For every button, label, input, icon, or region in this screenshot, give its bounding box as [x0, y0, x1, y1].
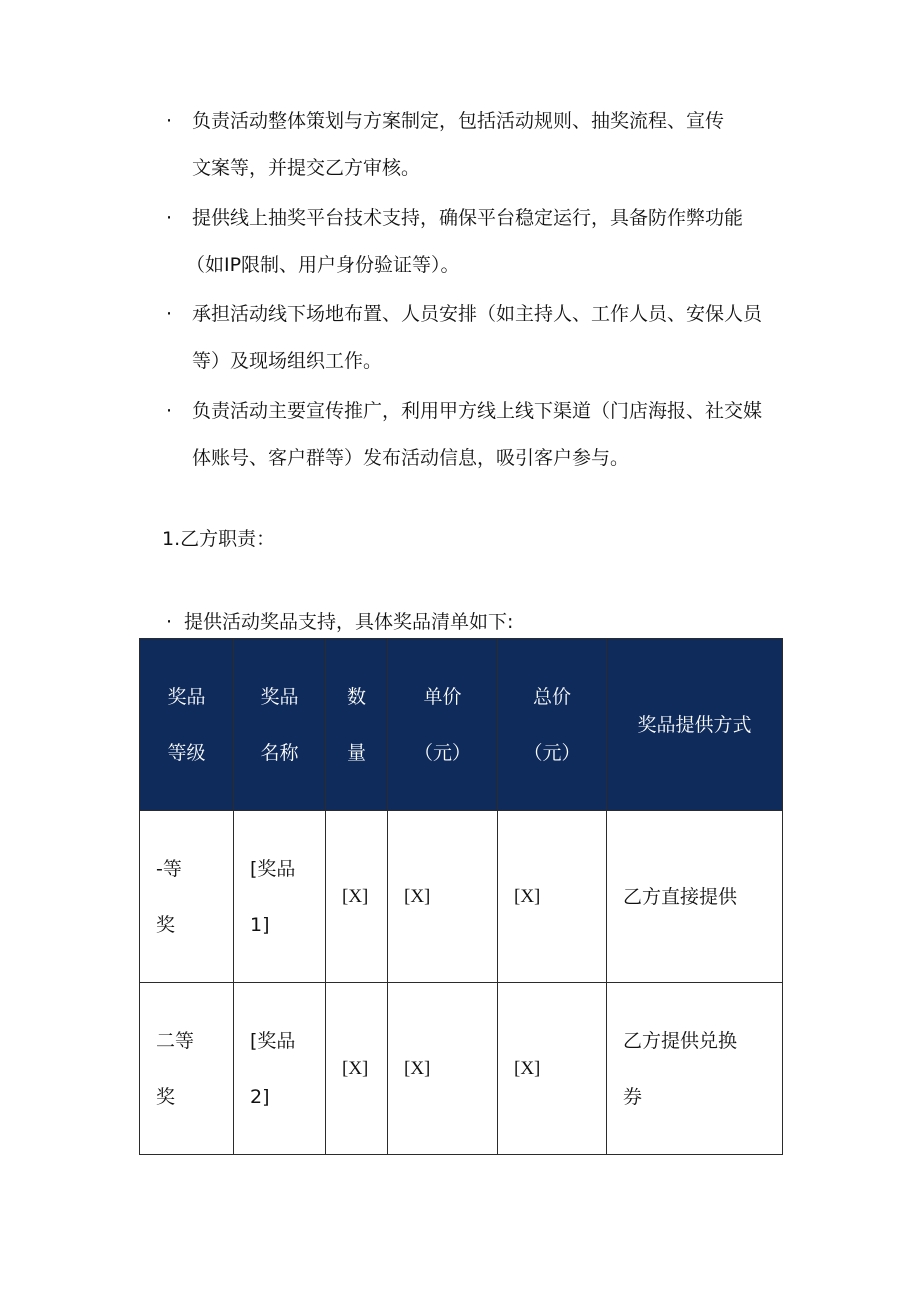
section-heading: 1.乙方职责： [162, 528, 276, 550]
cell-provision-method: 乙方直接提供 [607, 811, 783, 983]
cell-prize-name: [奖品 1] [234, 811, 326, 983]
responsibility-item-2 [166, 195, 806, 289]
responsibility-item-1 [166, 98, 806, 192]
prize-table [139, 638, 783, 1155]
cell-quantity: [X] [326, 983, 388, 1155]
responsibility-text-cont: （如IP限制、用户身份验证等）。 [186, 254, 460, 276]
header-prize-name: 奖品 名称 [234, 639, 326, 811]
table-row [140, 811, 783, 983]
cell-prize-name: [奖品 2] [234, 983, 326, 1155]
table-header-row [140, 639, 783, 811]
bullet-dot: · [166, 611, 173, 633]
cell-total-price: [X] [498, 983, 607, 1155]
cell-prize-level: 二等 奖 [140, 983, 234, 1155]
cell-provision-method: 乙方提供兑换 券 [607, 983, 783, 1155]
cell-unit-price: [X] [388, 983, 498, 1155]
responsibility-text-cont: 体账号、客户群等）发布活动信息，吸引客户参与。 [192, 447, 630, 469]
table-row [140, 983, 783, 1155]
cell-unit-price: [X] [388, 811, 498, 983]
bullet-dot: · [166, 207, 173, 229]
responsibility-text: 承担活动线下场地布置、人员安排（如主持人、工作人员、安保人员 [192, 303, 763, 325]
responsibility-item-4 [166, 388, 806, 482]
header-prize-level: 奖品 等级 [140, 639, 234, 811]
responsibility-text-cont: 等）及现场组织工作。 [192, 350, 383, 372]
cell-total-price: [X] [498, 811, 607, 983]
responsibility-item-3 [166, 291, 806, 385]
responsibility-text-cont: 文案等，并提交乙方审核。 [192, 157, 421, 179]
header-unit-price: 单价 （元） [388, 639, 498, 811]
responsibility-text: 负责活动主要宣传推广，利用甲方线上线下渠道（门店海报、社交媒 [192, 400, 763, 422]
header-total-price: 总价 （元） [498, 639, 607, 811]
bullet-dot: · [166, 400, 173, 422]
table-intro [166, 606, 513, 638]
cell-prize-level: -等 奖 [140, 811, 234, 983]
header-provision-method: 奖品提供方式 [607, 639, 783, 811]
responsibility-text: 提供线上抽奖平台技术支持，确保平台稳定运行，具备防作弊功能 [192, 207, 744, 229]
cell-quantity: [X] [326, 811, 388, 983]
responsibility-text: 负责活动整体策划与方案制定，包括活动规则、抽奖流程、宣传 [192, 110, 725, 132]
bullet-dot: · [166, 110, 173, 132]
table-intro-text: 提供活动奖品支持，具体奖品清单如下: [184, 611, 514, 633]
bullet-dot: · [166, 303, 173, 325]
header-quantity: 数 量 [326, 639, 388, 811]
